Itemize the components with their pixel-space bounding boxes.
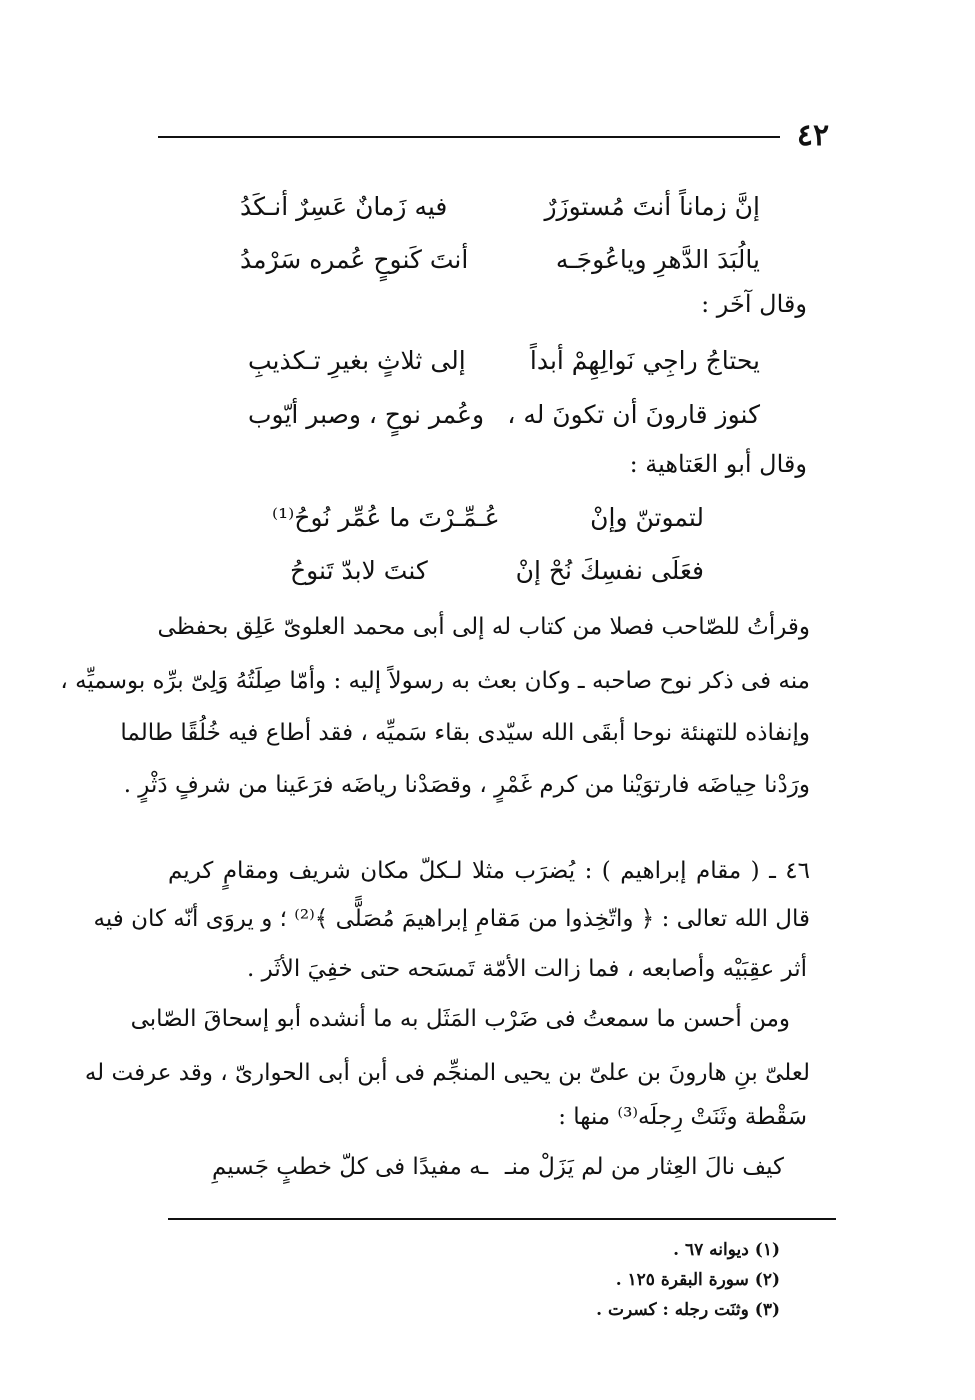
verse-line xyxy=(212,1154,784,1190)
entry-heading-line: ٤٦ ـ ( مقام إبراهيم ) : يُضرَب مثلا لـكلّ مكان شريف ومقامٍ كريم xyxy=(168,858,810,884)
header-rule xyxy=(158,136,780,138)
verse-line xyxy=(240,245,760,281)
verse-hemistich-left: أنتَ كَنوحٍ عُمره سَرْمدُ xyxy=(240,245,469,274)
verse-hemistich-left: كنتَ لابدّ تَنوحُ xyxy=(290,556,428,585)
paragraph-line: وإنفاذه للتهنئة نوحا أبقَى الله سيّدى بقاء سَميِّه ، فقد أطاع فيه خُلُقًا طالما xyxy=(120,720,810,746)
footnote: (٢) سورة البقرة ١٢٥ . xyxy=(615,1270,780,1290)
verse-hemistich-right: كنوز قارونَ أن تكونَ له ، xyxy=(507,400,760,429)
verse-line xyxy=(290,556,704,592)
verse-line xyxy=(272,503,704,539)
verse-hemistich-right: يالُبَدَ الدَّهرِ وياعُوجَـه xyxy=(555,245,760,274)
verse-hemistich-left: فيه زَمانٌ عَسِرٌ أنـكَدُ xyxy=(240,192,448,221)
paragraph-line: ومن أحسن ما سمعتُ فى ضَرْب المَثَل به ما أنشده أبو إسحاقَ الصّابى xyxy=(130,1006,790,1032)
page-number: ٤٢ xyxy=(796,118,830,153)
verse-hemistich-left: عُـمِّـرْتَ ما عُمِّر نُوحُ⁽¹⁾ xyxy=(272,503,500,532)
verse-line xyxy=(248,346,760,382)
verse-hemistich-right: لتموتنّ وإنْ xyxy=(590,503,704,532)
verse-hemistich-right: إنَّ زماناً أنتَ مُستوزَرٌ xyxy=(544,192,760,221)
paragraph-line: لعلىّ بنِ هارونَ بن علىّ بن يحيى المنجِّم فى أبن أبى الحوارىّ ، وقد عرفت له xyxy=(84,1060,810,1086)
poem-intro: وقال أبو العَتاهية : xyxy=(629,450,807,478)
footnote: (١) ديوانه ٦٧ . xyxy=(673,1240,780,1260)
paragraph-line: ورَدْنا حِياضَه فارتوَيْنا من كرم غَمْرٍ ، وقصَدْنا رياضَه فرَعَينا من شرفٍ دَثْرٍ . xyxy=(123,772,810,798)
paragraph-line: سَقْطة وثَنَتْ رِجلَه⁽³⁾ منها : xyxy=(558,1104,807,1130)
poem-intro: وقال آخَر : xyxy=(701,290,807,318)
footnote-rule xyxy=(168,1218,836,1220)
verse-hemistich-left: وعُمر نوحٍ ، وصبر أيّوب xyxy=(248,400,485,429)
verse-hemistich-left: إلى ثلاثٍ بغيرِ تـكذيبِ xyxy=(248,346,466,375)
verse-hemistich-right: يحتاجُ راجِي نَوالِهِمْ أبداً xyxy=(529,346,760,375)
verse-hemistich-right: فعَلَى نفسِكَ نُحْ إنْ xyxy=(515,556,704,585)
verse-line xyxy=(240,192,760,228)
verse-hemistich-right: كيف نالَ العِثار من لم يَزَلْ منـ xyxy=(504,1154,784,1180)
verse-line xyxy=(248,400,760,436)
paragraph-line: أثر عقِبَيْه وأصابعه ، فما زالت الأمّة تَمسَحه حتى خفِيَ الأثَر . xyxy=(247,956,807,982)
verse-hemistich-left: ـه مفيدًا فى كلّ خطبٍ جَسيمِ xyxy=(212,1154,489,1180)
footnote: (٣) وثنَت رجله : كسرت . xyxy=(596,1300,780,1320)
paragraph-line: قال الله تعالى : ﴿ واتّخِذوا من مَقامِ إبراهيمَ مُصَلًّى ﴾⁽²⁾ ؛ و يروَى أنّه كان فيه xyxy=(93,906,810,932)
paragraph-line: منه فى ذكر نوح صاحبه ـ وكان بعث به رسولاً إليه : وأمّا صِلَتُهُ وَلِىّ برِّه بوسميِّه ، xyxy=(60,668,810,694)
paragraph-line: وقرأتُ للصّاحب فصلا من كتاب له إلى أبى محمد العلوىّ عَلِق بحفظى xyxy=(157,614,810,640)
